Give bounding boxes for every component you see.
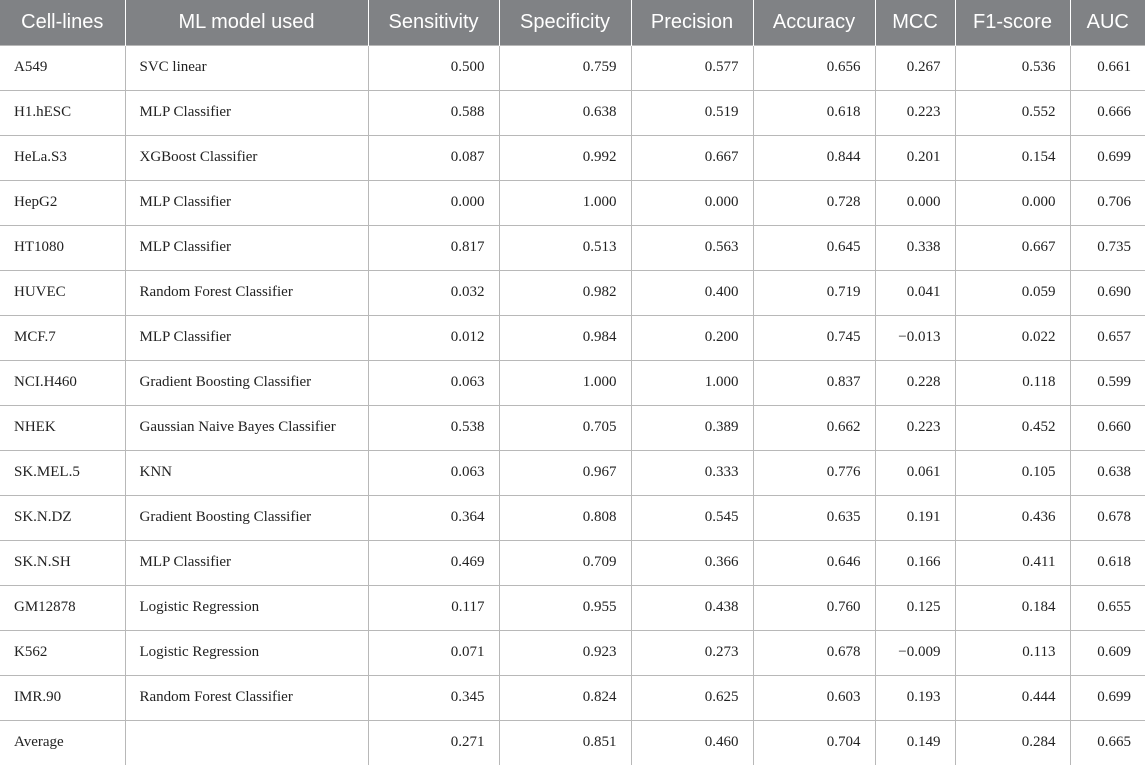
auc-cell: 0.618 <box>1070 540 1145 585</box>
precision-cell: 0.389 <box>631 405 753 450</box>
mcc-cell: 0.193 <box>875 675 955 720</box>
table-row <box>0 360 1145 405</box>
accuracy-cell: 0.618 <box>753 90 875 135</box>
f1-score-cell: 0.444 <box>955 675 1070 720</box>
specificity-cell: 0.923 <box>499 630 631 675</box>
cell-line-cell: SK.N.SH <box>0 540 125 585</box>
sensitivity-cell: 0.271 <box>368 720 499 765</box>
mcc-cell: 0.228 <box>875 360 955 405</box>
auc-cell: 0.660 <box>1070 405 1145 450</box>
mcc-cell: 0.201 <box>875 135 955 180</box>
specificity-cell: 0.955 <box>499 585 631 630</box>
precision-cell: 0.625 <box>631 675 753 720</box>
cell-line-cell: H1.hESC <box>0 90 125 135</box>
precision-cell: 0.273 <box>631 630 753 675</box>
auc-cell: 0.699 <box>1070 675 1145 720</box>
mcc-cell: 0.125 <box>875 585 955 630</box>
cell-line-cell: SK.MEL.5 <box>0 450 125 495</box>
model-cell: XGBoost Classifier <box>125 135 368 180</box>
f1-score-cell: 0.284 <box>955 720 1070 765</box>
auc-cell: 0.609 <box>1070 630 1145 675</box>
cell-line-cell: GM12878 <box>0 585 125 630</box>
cell-line-cell: NHEK <box>0 405 125 450</box>
header-specificity: Specificity <box>499 0 631 45</box>
specificity-cell: 0.705 <box>499 405 631 450</box>
accuracy-cell: 0.662 <box>753 405 875 450</box>
auc-cell: 0.690 <box>1070 270 1145 315</box>
sensitivity-cell: 0.588 <box>368 90 499 135</box>
header-auc: AUC <box>1070 0 1145 45</box>
cell-line-cell: NCI.H460 <box>0 360 125 405</box>
precision-cell: 0.000 <box>631 180 753 225</box>
auc-cell: 0.666 <box>1070 90 1145 135</box>
cell-line-cell: A549 <box>0 45 125 90</box>
mcc-cell: 0.061 <box>875 450 955 495</box>
accuracy-cell: 0.646 <box>753 540 875 585</box>
header-row <box>0 0 1145 45</box>
mcc-cell: 0.041 <box>875 270 955 315</box>
accuracy-cell: 0.728 <box>753 180 875 225</box>
model-cell: MLP Classifier <box>125 540 368 585</box>
model-cell: KNN <box>125 450 368 495</box>
specificity-cell: 0.967 <box>499 450 631 495</box>
precision-cell: 0.577 <box>631 45 753 90</box>
model-cell: SVC linear <box>125 45 368 90</box>
table-row <box>0 180 1145 225</box>
auc-cell: 0.706 <box>1070 180 1145 225</box>
header-cell-lines: Cell-lines <box>0 0 125 45</box>
sensitivity-cell: 0.345 <box>368 675 499 720</box>
mcc-cell: −0.009 <box>875 630 955 675</box>
header-sensitivity: Sensitivity <box>368 0 499 45</box>
sensitivity-cell: 0.364 <box>368 495 499 540</box>
mcc-cell: 0.223 <box>875 405 955 450</box>
precision-cell: 0.563 <box>631 225 753 270</box>
table-row <box>0 630 1145 675</box>
header-accuracy: Accuracy <box>753 0 875 45</box>
specificity-cell: 1.000 <box>499 180 631 225</box>
cell-line-cell: K562 <box>0 630 125 675</box>
f1-score-cell: 0.113 <box>955 630 1070 675</box>
f1-score-cell: 0.059 <box>955 270 1070 315</box>
accuracy-cell: 0.645 <box>753 225 875 270</box>
header-precision: Precision <box>631 0 753 45</box>
f1-score-cell: 0.105 <box>955 450 1070 495</box>
accuracy-cell: 0.760 <box>753 585 875 630</box>
specificity-cell: 0.808 <box>499 495 631 540</box>
table-row <box>0 315 1145 360</box>
sensitivity-cell: 0.538 <box>368 405 499 450</box>
sensitivity-cell: 0.500 <box>368 45 499 90</box>
model-cell: MLP Classifier <box>125 225 368 270</box>
specificity-cell: 0.824 <box>499 675 631 720</box>
specificity-cell: 0.851 <box>499 720 631 765</box>
precision-cell: 0.438 <box>631 585 753 630</box>
mcc-cell: 0.166 <box>875 540 955 585</box>
precision-cell: 0.400 <box>631 270 753 315</box>
cell-line-cell: IMR.90 <box>0 675 125 720</box>
auc-cell: 0.665 <box>1070 720 1145 765</box>
auc-cell: 0.678 <box>1070 495 1145 540</box>
f1-score-cell: 0.154 <box>955 135 1070 180</box>
table-row <box>0 450 1145 495</box>
mcc-cell: −0.013 <box>875 315 955 360</box>
cell-line-cell: HepG2 <box>0 180 125 225</box>
model-cell: Random Forest Classifier <box>125 675 368 720</box>
f1-score-cell: 0.184 <box>955 585 1070 630</box>
model-cell: MLP Classifier <box>125 180 368 225</box>
cell-line-cell: Average <box>0 720 125 765</box>
mcc-cell: 0.267 <box>875 45 955 90</box>
precision-cell: 0.519 <box>631 90 753 135</box>
auc-cell: 0.735 <box>1070 225 1145 270</box>
precision-cell: 0.366 <box>631 540 753 585</box>
mcc-cell: 0.338 <box>875 225 955 270</box>
accuracy-cell: 0.745 <box>753 315 875 360</box>
average-row <box>0 720 1145 765</box>
cell-line-cell: HeLa.S3 <box>0 135 125 180</box>
table-body <box>0 45 1145 765</box>
table-row <box>0 405 1145 450</box>
auc-cell: 0.599 <box>1070 360 1145 405</box>
specificity-cell: 0.709 <box>499 540 631 585</box>
sensitivity-cell: 0.000 <box>368 180 499 225</box>
f1-score-cell: 0.411 <box>955 540 1070 585</box>
precision-cell: 0.545 <box>631 495 753 540</box>
table-row <box>0 540 1145 585</box>
precision-cell: 1.000 <box>631 360 753 405</box>
f1-score-cell: 0.452 <box>955 405 1070 450</box>
auc-cell: 0.661 <box>1070 45 1145 90</box>
auc-cell: 0.655 <box>1070 585 1145 630</box>
specificity-cell: 0.513 <box>499 225 631 270</box>
accuracy-cell: 0.678 <box>753 630 875 675</box>
sensitivity-cell: 0.117 <box>368 585 499 630</box>
accuracy-cell: 0.844 <box>753 135 875 180</box>
model-cell: Logistic Regression <box>125 630 368 675</box>
table-row <box>0 90 1145 135</box>
table-row <box>0 495 1145 540</box>
f1-score-cell: 0.552 <box>955 90 1070 135</box>
table-row <box>0 675 1145 720</box>
model-cell: Logistic Regression <box>125 585 368 630</box>
mcc-cell: 0.000 <box>875 180 955 225</box>
mcc-cell: 0.149 <box>875 720 955 765</box>
header-f1-score: F1-score <box>955 0 1070 45</box>
model-cell: Gaussian Naive Bayes Classifier <box>125 405 368 450</box>
cell-line-cell: MCF.7 <box>0 315 125 360</box>
table-header <box>0 0 1145 45</box>
sensitivity-cell: 0.063 <box>368 450 499 495</box>
table-row <box>0 270 1145 315</box>
sensitivity-cell: 0.087 <box>368 135 499 180</box>
cell-line-cell: HT1080 <box>0 225 125 270</box>
specificity-cell: 0.982 <box>499 270 631 315</box>
model-cell <box>125 720 368 765</box>
f1-score-cell: 0.022 <box>955 315 1070 360</box>
accuracy-cell: 0.656 <box>753 45 875 90</box>
accuracy-cell: 0.719 <box>753 270 875 315</box>
model-cell: MLP Classifier <box>125 315 368 360</box>
sensitivity-cell: 0.469 <box>368 540 499 585</box>
table-row <box>0 135 1145 180</box>
precision-cell: 0.200 <box>631 315 753 360</box>
cell-line-cell: SK.N.DZ <box>0 495 125 540</box>
precision-cell: 0.667 <box>631 135 753 180</box>
model-cell: MLP Classifier <box>125 90 368 135</box>
table-row <box>0 585 1145 630</box>
table-row <box>0 45 1145 90</box>
f1-score-cell: 0.118 <box>955 360 1070 405</box>
f1-score-cell: 0.536 <box>955 45 1070 90</box>
accuracy-cell: 0.603 <box>753 675 875 720</box>
specificity-cell: 0.992 <box>499 135 631 180</box>
specificity-cell: 0.638 <box>499 90 631 135</box>
accuracy-cell: 0.635 <box>753 495 875 540</box>
f1-score-cell: 0.667 <box>955 225 1070 270</box>
accuracy-cell: 0.837 <box>753 360 875 405</box>
auc-cell: 0.699 <box>1070 135 1145 180</box>
model-cell: Gradient Boosting Classifier <box>125 495 368 540</box>
accuracy-cell: 0.704 <box>753 720 875 765</box>
header-mcc: MCC <box>875 0 955 45</box>
f1-score-cell: 0.000 <box>955 180 1070 225</box>
model-cell: Gradient Boosting Classifier <box>125 360 368 405</box>
sensitivity-cell: 0.012 <box>368 315 499 360</box>
sensitivity-cell: 0.032 <box>368 270 499 315</box>
header-ml-model: ML model used <box>125 0 368 45</box>
auc-cell: 0.657 <box>1070 315 1145 360</box>
table-row <box>0 225 1145 270</box>
specificity-cell: 0.759 <box>499 45 631 90</box>
auc-cell: 0.638 <box>1070 450 1145 495</box>
specificity-cell: 0.984 <box>499 315 631 360</box>
precision-cell: 0.460 <box>631 720 753 765</box>
mcc-cell: 0.191 <box>875 495 955 540</box>
model-cell: Random Forest Classifier <box>125 270 368 315</box>
precision-cell: 0.333 <box>631 450 753 495</box>
sensitivity-cell: 0.071 <box>368 630 499 675</box>
f1-score-cell: 0.436 <box>955 495 1070 540</box>
specificity-cell: 1.000 <box>499 360 631 405</box>
cell-line-cell: HUVEC <box>0 270 125 315</box>
sensitivity-cell: 0.063 <box>368 360 499 405</box>
sensitivity-cell: 0.817 <box>368 225 499 270</box>
mcc-cell: 0.223 <box>875 90 955 135</box>
accuracy-cell: 0.776 <box>753 450 875 495</box>
